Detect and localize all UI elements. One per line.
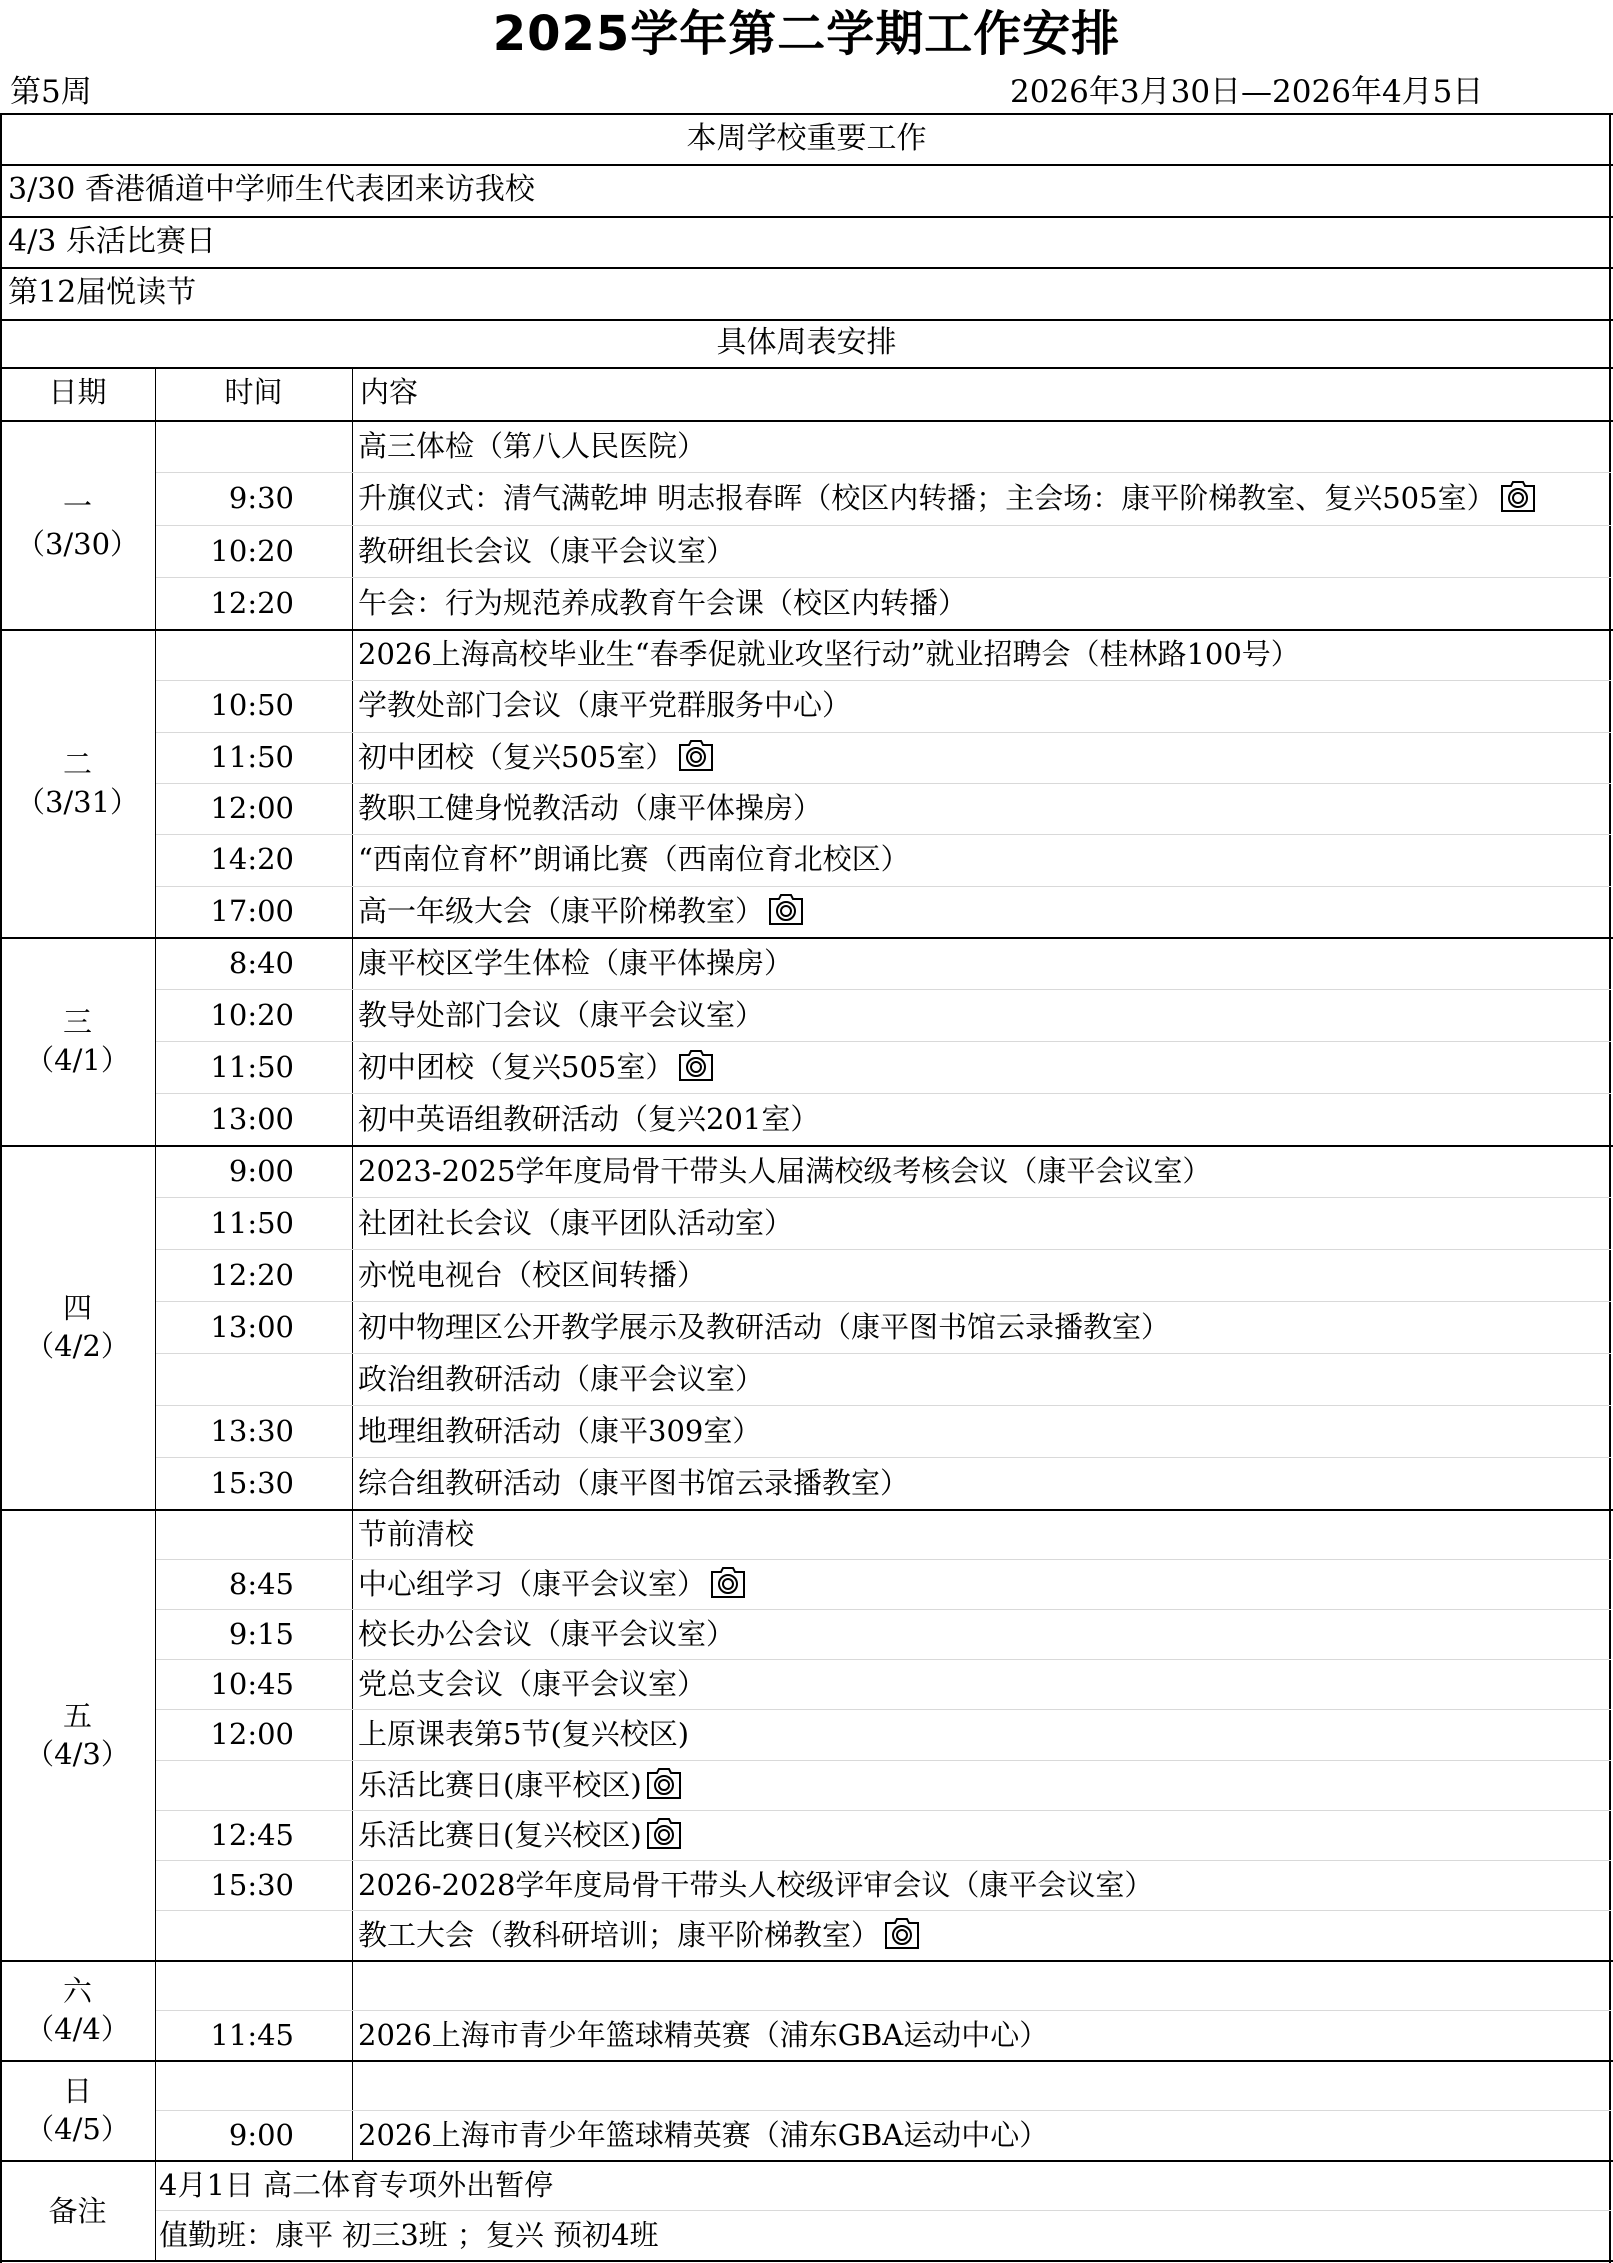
time-cell: [155, 1960, 294, 2010]
time-cell: [155, 1353, 294, 1405]
event-text: 康平校区学生体检（康平体操房）: [358, 946, 794, 980]
time-cell: 12:00: [210, 1717, 294, 1752]
event-text: 社团社长会议（康平团队活动室）: [358, 1206, 794, 1240]
content-cell: [358, 1760, 683, 1810]
event-text: 学教处部门会议（康平党群服务中心）: [358, 688, 852, 723]
day-name-6: 日: [62, 2074, 92, 2108]
time-cell: [155, 1509, 294, 1559]
time-cell: [155, 2060, 294, 2110]
event-text: 初中英语组教研活动（复兴201室）: [358, 1102, 820, 1136]
event-text: 节前清校: [358, 1517, 475, 1551]
row-separator: [156, 783, 1611, 784]
date-range: 2026年3月30日—2026年4月5日: [1010, 74, 1484, 110]
content-cell: [358, 420, 706, 472]
day-date-1: （3/31）: [15, 785, 140, 819]
content-cell: [358, 1860, 1153, 1910]
event-text: 教工大会（教科研培训；康平阶梯教室）: [358, 1917, 881, 1952]
content-cell: [358, 1301, 1170, 1353]
time-cell: 9:15: [228, 1617, 294, 1652]
content-cell: [358, 1353, 764, 1405]
row-separator: [156, 1559, 1611, 1560]
time-cell: 9:00: [228, 2118, 294, 2152]
day-date-2: （4/1）: [25, 1043, 130, 1077]
event-text: 教导处部门会议（康平会议室）: [358, 998, 765, 1032]
content-cell: [358, 1609, 735, 1659]
time-cell: 11:50: [210, 1050, 294, 1084]
week-line: [0, 68, 1613, 113]
column-header-time: 时间: [224, 375, 283, 409]
time-cell: 9:00: [228, 1154, 294, 1188]
event-text: 校长办公会议（康平会议室）: [358, 1617, 736, 1652]
content-cell: [358, 525, 735, 577]
content-cell: [358, 1093, 819, 1145]
event-text: 政治组教研活动（康平会议室）: [358, 1362, 765, 1396]
remarks-item: 4月1日 高二体育专项外出暂停: [159, 2168, 554, 2202]
time-cell: 13:00: [210, 1102, 294, 1136]
time-cell: 8:45: [228, 1567, 294, 1602]
event-text: 升旗仪式：清气满乾坤 明志报春晖（校区内转播；主会场：康平阶梯教室、复兴505室）: [358, 481, 1496, 516]
time-cell: 8:40: [228, 946, 294, 980]
event-text: 党总支会议（康平会议室）: [358, 1667, 707, 1702]
event-text: 2026上海市青少年篮球精英赛（浦东GBA运动中心）: [358, 2018, 1049, 2052]
content-cell: [358, 1709, 689, 1759]
bottom-border: [0, 2260, 1613, 2262]
week-number: 第5周: [10, 74, 92, 110]
day-name-0: 一: [62, 488, 92, 523]
time-cell: [155, 1760, 294, 1810]
content-cell: [358, 472, 1537, 524]
camera-icon: [709, 1566, 747, 1600]
content-cell: [358, 1197, 793, 1249]
content-cell: [358, 834, 910, 885]
time-cell: 9:30: [228, 481, 294, 516]
day-name-2: 三: [62, 1005, 92, 1039]
event-text: 2023-2025学年度局骨干带头人届满校级考核会议（康平会议室）: [358, 1154, 1212, 1188]
content-cell: [358, 1457, 909, 1509]
day-name-3: 四: [62, 1291, 92, 1325]
content-cell: [358, 577, 967, 629]
row-separator: [156, 886, 1611, 887]
page-title: 2025学年第二学期工作安排: [492, 6, 1121, 62]
day-name-4: 五: [62, 1698, 92, 1733]
content-cell: [358, 886, 805, 937]
event-text: 初中团校（复兴505室）: [358, 739, 675, 774]
row-separator: [156, 2110, 1611, 2111]
row-separator: [156, 472, 1611, 473]
time-cell: 13:00: [210, 1310, 294, 1344]
time-cell: 10:20: [210, 998, 294, 1032]
event-text: 高一年级大会（康平阶梯教室）: [358, 893, 765, 928]
day-name-1: 二: [62, 747, 92, 781]
row-separator: [156, 1353, 1611, 1354]
time-cell: 15:30: [210, 1867, 294, 1902]
row-separator: [156, 1609, 1611, 1610]
row-separator: [156, 1457, 1611, 1458]
row-separator: [156, 1659, 1611, 1660]
event-text: 午会：行为规范养成教育午会课（校区内转播）: [358, 585, 968, 620]
event-text: 教研组长会议（康平会议室）: [358, 533, 736, 568]
content-cell: [358, 1405, 761, 1457]
time-cell: 12:45: [210, 1817, 294, 1852]
event-text: 乐活比赛日(康平校区): [358, 1767, 642, 1802]
time-cell: 10:50: [210, 688, 294, 723]
row-separator: [156, 2210, 1611, 2211]
day-date-3: （4/2）: [25, 1329, 130, 1363]
day-name-5: 六: [62, 1974, 92, 2008]
camera-icon: [1499, 480, 1537, 514]
time-cell: 10:20: [210, 533, 294, 568]
event-text: 综合组教研活动（康平图书馆云录播教室）: [358, 1466, 910, 1500]
time-cell: 12:00: [210, 791, 294, 825]
content-cell: [358, 1145, 1211, 1197]
time-cell: 11:45: [210, 2018, 294, 2052]
camera-icon: [767, 893, 805, 927]
column-header-content: 内容: [360, 375, 419, 409]
event-text: 中心组学习（康平会议室）: [358, 1567, 707, 1602]
row-separator: [156, 525, 1611, 526]
day-date-4: （4/3）: [25, 1736, 130, 1771]
row-border: [0, 216, 1613, 218]
event-text: 初中团校（复兴505室）: [358, 1050, 675, 1084]
row-separator: [156, 1810, 1611, 1811]
content-cell: [358, 783, 822, 834]
event-text: 上原课表第5节(复兴校区): [358, 1717, 690, 1752]
important-item: 3/30 香港循道中学师生代表团来访我校: [8, 172, 535, 207]
day-date-5: （4/4）: [25, 2012, 130, 2046]
important-item: 4/3 乐活比赛日: [8, 223, 216, 259]
content-cell: [358, 2010, 1048, 2060]
row-separator: [156, 577, 1611, 578]
event-text: 地理组教研活动（康平309室）: [358, 1414, 762, 1448]
camera-icon: [677, 739, 715, 773]
important-header: 本周学校重要工作: [686, 121, 927, 156]
camera-icon: [645, 1817, 683, 1851]
time-cell: 12:20: [210, 585, 294, 620]
time-cell: [155, 629, 294, 680]
event-text: 初中物理区公开教学展示及教研活动（康平图书馆云录播教室）: [358, 1310, 1171, 1344]
event-text: 乐活比赛日(复兴校区): [358, 1817, 642, 1852]
row-separator: [156, 1093, 1611, 1094]
remarks-label: 备注: [48, 2194, 107, 2228]
column-border: [352, 367, 353, 2160]
camera-icon: [883, 1917, 921, 1951]
day-date-6: （4/5）: [25, 2112, 130, 2146]
row-separator: [156, 1301, 1611, 1302]
event-text: 2026上海高校毕业生“春季促就业攻坚行动”就业招聘会（桂林路100号）: [358, 637, 1300, 671]
time-cell: 17:00: [210, 893, 294, 928]
time-cell: 15:30: [210, 1466, 294, 1500]
remarks-item: 值勤班：康平 初三3班 ；复兴 预初4班: [159, 2218, 659, 2252]
time-cell: 13:30: [210, 1414, 294, 1448]
row-separator: [156, 1249, 1611, 1250]
event-text: 2026上海市青少年篮球精英赛（浦东GBA运动中心）: [358, 2118, 1049, 2152]
event-text: 2026-2028学年度局骨干带头人校级评审会议（康平会议室）: [358, 1867, 1154, 1902]
row-separator: [156, 2010, 1611, 2011]
row-separator: [156, 1197, 1611, 1198]
row-border: [0, 267, 1613, 269]
row-separator: [156, 1860, 1611, 1861]
content-cell: [358, 1509, 474, 1559]
content-cell: [358, 1041, 715, 1093]
row-separator: [156, 732, 1611, 733]
row-separator: [156, 989, 1611, 990]
row-separator: [156, 1041, 1611, 1042]
content-cell: [358, 1659, 706, 1709]
content-cell: [358, 732, 715, 783]
time-cell: 12:20: [210, 1258, 294, 1292]
time-cell: 11:50: [210, 739, 294, 774]
content-cell: [358, 2110, 1048, 2160]
event-text: 高三体检（第八人民医院）: [358, 429, 707, 463]
time-cell: 14:20: [210, 842, 294, 877]
content-cell: [358, 1810, 683, 1860]
content-cell: [358, 1559, 747, 1609]
content-cell: [358, 1910, 921, 1960]
content-cell: [358, 937, 793, 989]
time-cell: [155, 420, 294, 472]
day-date-0: （3/30）: [15, 526, 140, 561]
time-cell: [155, 1910, 294, 1960]
time-cell: 10:45: [210, 1667, 294, 1702]
row-separator: [156, 1910, 1611, 1911]
row-separator: [156, 1405, 1611, 1406]
content-cell: [358, 1249, 706, 1301]
event-text: 亦悦电视台（校区间转播）: [358, 1258, 707, 1292]
event-text: “西南位育杯”朗诵比赛（西南位育北校区）: [358, 842, 910, 877]
schedule-header: 具体周表安排: [716, 325, 897, 360]
row-separator: [156, 1760, 1611, 1761]
time-cell: 11:50: [210, 1206, 294, 1240]
content-cell: [358, 989, 764, 1041]
camera-icon: [677, 1049, 715, 1083]
content-cell: [358, 629, 1300, 680]
important-item: 第12届悦读节: [8, 275, 197, 310]
event-text: 教职工健身悦教活动（康平体操房）: [358, 791, 823, 825]
row-separator: [156, 680, 1611, 681]
row-separator: [156, 1709, 1611, 1710]
row-separator: [156, 834, 1611, 835]
camera-icon: [645, 1767, 683, 1801]
content-cell: [358, 680, 851, 731]
column-header-date: 日期: [48, 375, 107, 409]
